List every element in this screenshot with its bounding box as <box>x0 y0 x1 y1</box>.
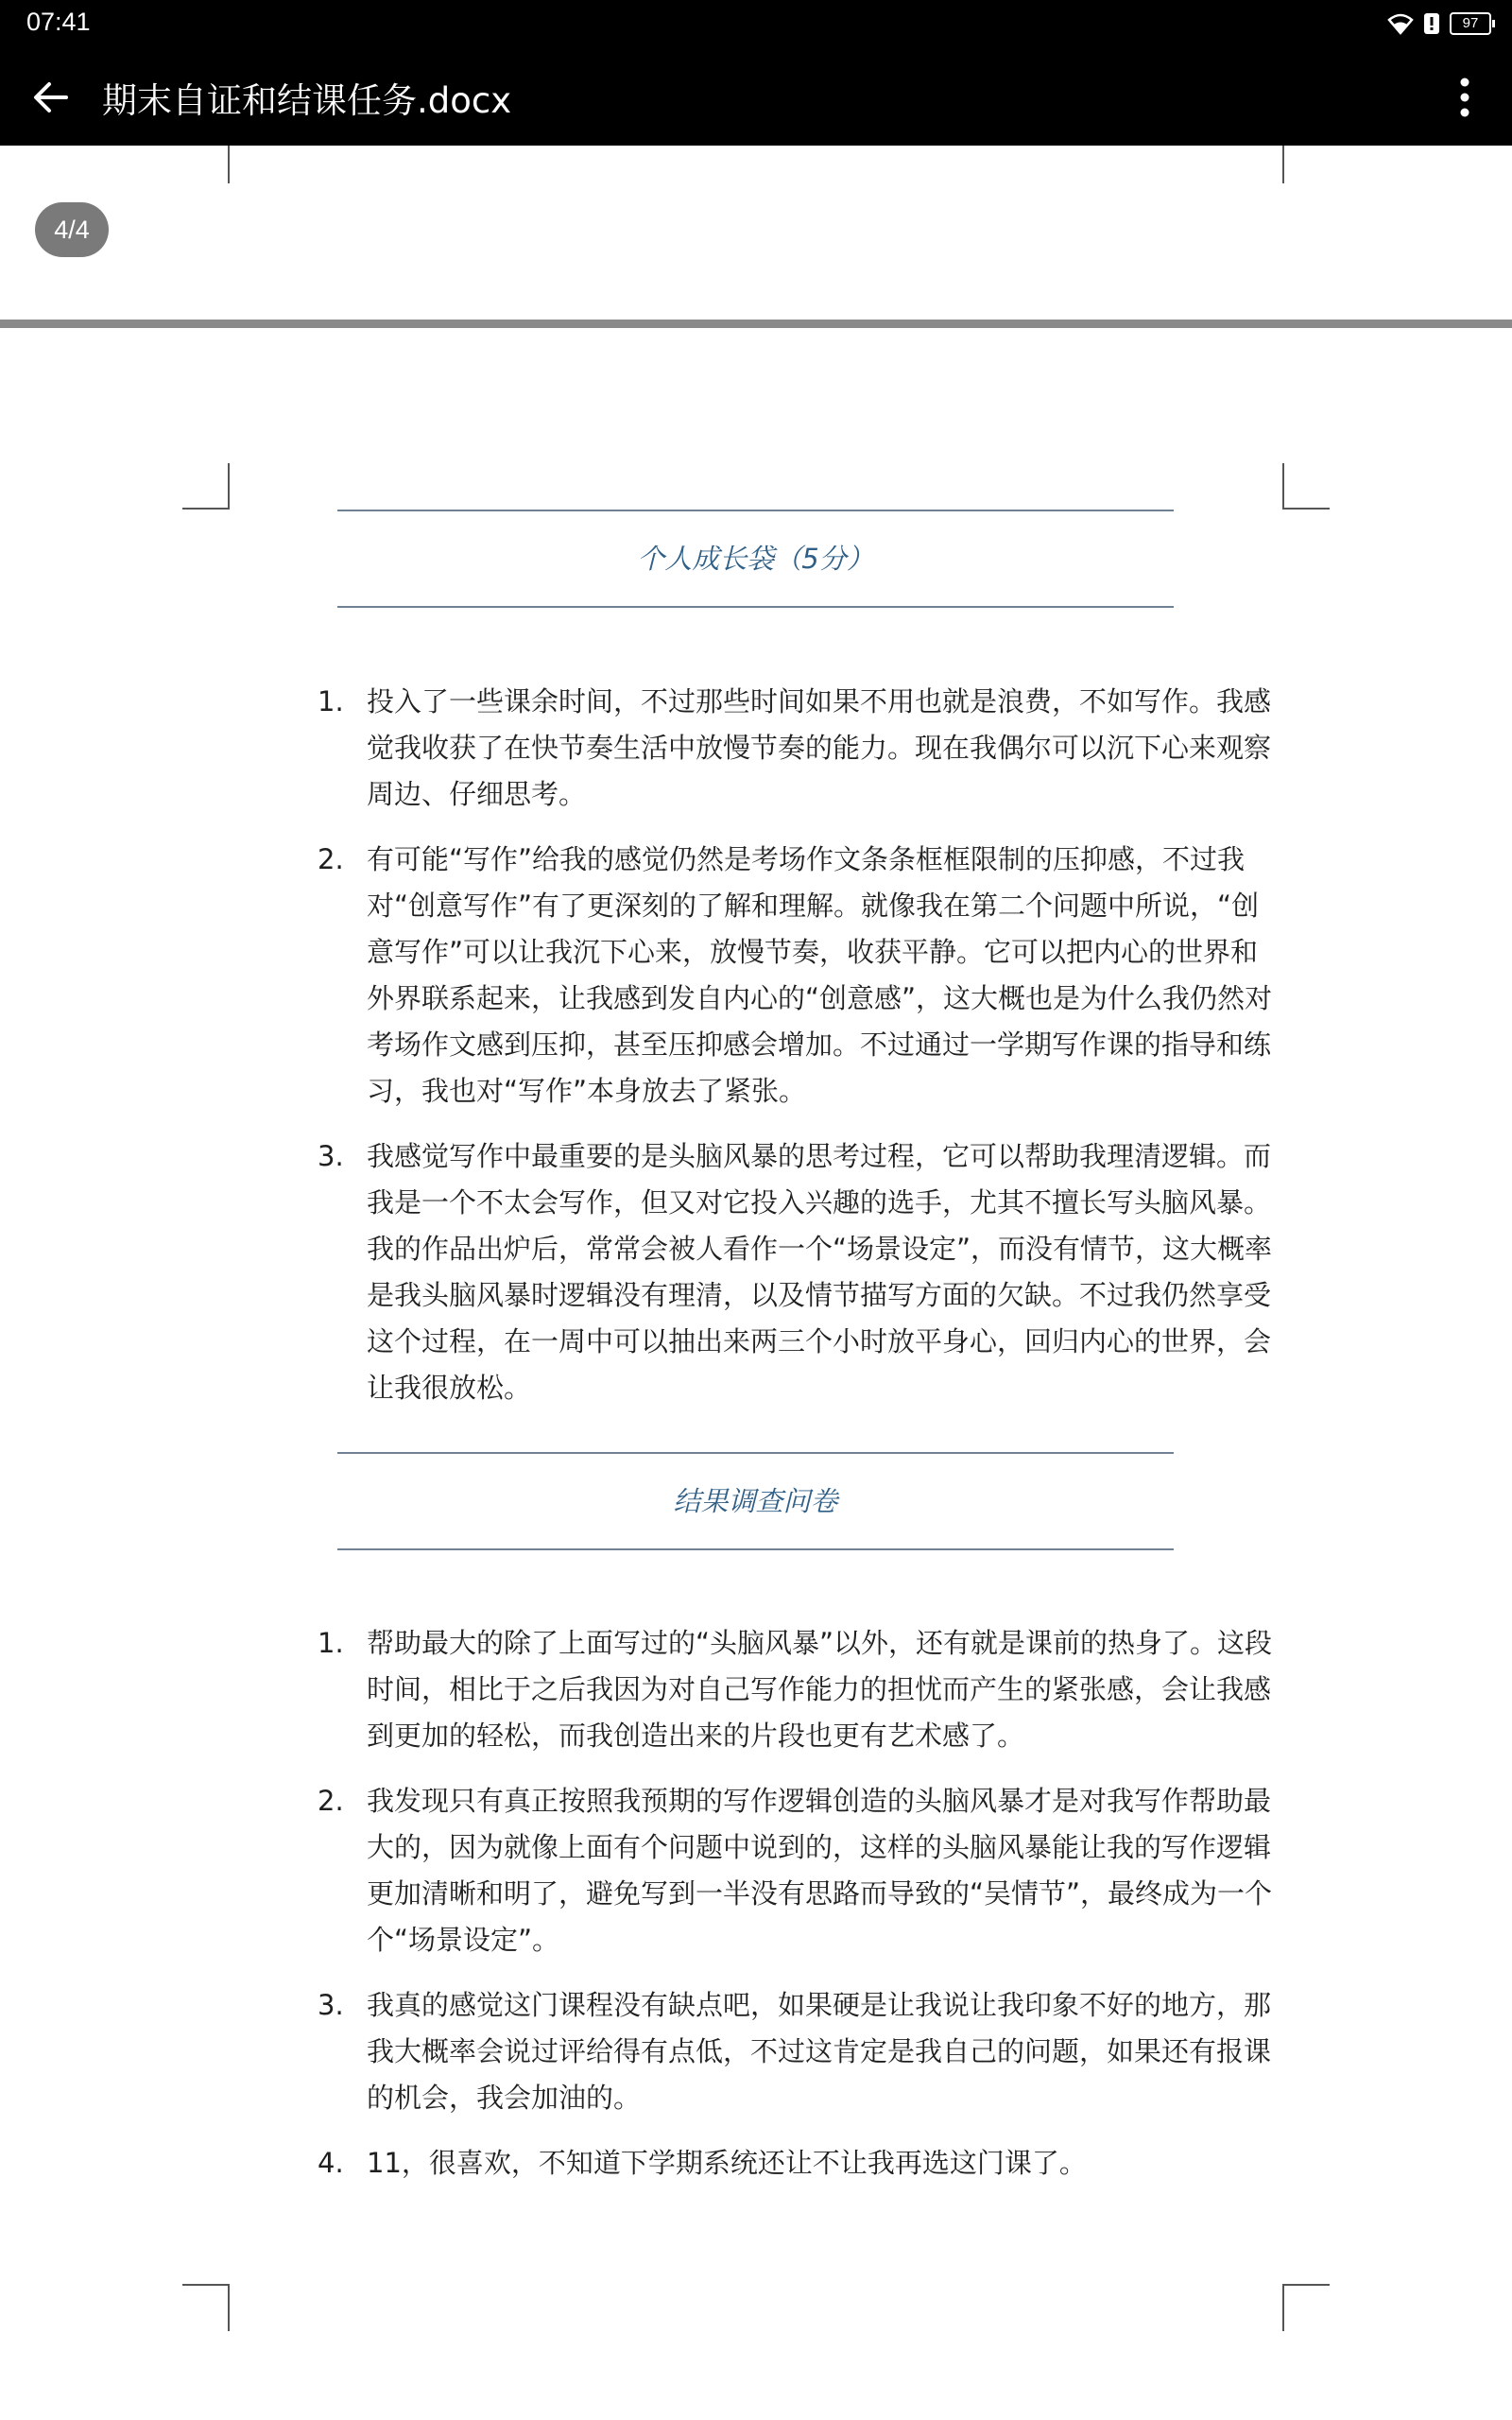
status-bar <box>0 0 1512 49</box>
list-number: 1. <box>318 685 344 717</box>
list-number: 2. <box>318 1785 344 1817</box>
list-item <box>318 1982 1281 2121</box>
list-item <box>318 2140 1281 2187</box>
section-divider <box>337 606 1174 608</box>
arrow-left-icon <box>32 80 70 114</box>
list-text: 我发现只有真正按照我预期的写作逻辑创造的头脑风暴才是对我写作帮助最大的，因为就像上面有个问题中说到的，这样的头脑风暴能让我的写作逻辑更加清晰和明了，避免写到一半没有思路而导致的“吴情节”，最终成为一个个“场景设定”。 <box>367 1785 1273 1956</box>
crop-mark <box>1282 2284 1330 2286</box>
crop-mark <box>228 463 230 509</box>
crop-mark <box>1282 146 1284 183</box>
more-options-button[interactable] <box>1436 69 1493 126</box>
list-text: 有可能“写作”给我的感觉仍然是考场作文条条框框限制的压抑感，不过我对“创意写作”有了更深刻的了解和理解。就像我在第二个问题中所说，“创意写作”可以让我沉下心来，放慢节奏，收获平静。它可以把内心的世界和外界联系起来，让我感到发自内心的“创意感”，这大概也是为什么我仍然对考场作文感到压抑，甚至压抑感会增加。不过通过一学期写作课的指导和练习，我也对“写作”本身放去了紧张。 <box>367 843 1273 1107</box>
section-list <box>318 1620 1281 2205</box>
section-heading: 个人成长袋（5分） <box>637 543 874 575</box>
list-text: 我真的感觉这门课程没有缺点吧，如果硬是让我说让我印象不好的地方，那我大概率会说过评给得有点低，不过这肯定是我自己的问题，如果还有报课的机会，我会加油的。 <box>367 1989 1272 2114</box>
page-separator <box>0 320 1512 328</box>
list-item <box>318 837 1281 1115</box>
alert-icon <box>1423 12 1440 35</box>
list-item <box>318 679 1281 818</box>
list-text: 投入了一些课余时间，不过那些时间如果不用也就是浪费，不如写作。我感觉我收获了在快节奏生活中放慢节奏的能力。现在我偶尔可以沉下心来观察周边、仔细思考。 <box>367 685 1272 810</box>
app-bar <box>0 49 1512 146</box>
list-text: 我感觉写作中最重要的是头脑风暴的思考过程，它可以帮助我理清逻辑。而我是一个不太会写作，但又对它投入兴趣的选手，尤其不擅长写头脑风暴。我的作品出炉后，常常会被人看作一个“场景设定”，而没有情节，这大概率是我头脑风暴时逻辑没有理清，以及情节描写方面的欠缺。不过我仍然享受这个过程，在一周中可以抽出来两三个小时放平身心，回归内心的世界，会让我很放松。 <box>367 1140 1273 1404</box>
list-number: 3. <box>318 1989 344 2021</box>
list-item <box>318 1778 1281 1963</box>
section-heading: 结果调查问卷 <box>673 1485 838 1517</box>
crop-mark <box>228 146 230 183</box>
crop-mark <box>228 2284 230 2331</box>
list-number: 1. <box>318 1627 344 1659</box>
list-item <box>318 1620 1281 1759</box>
back-button[interactable] <box>23 69 79 126</box>
list-number: 3. <box>318 1140 344 1172</box>
crop-mark <box>1282 508 1330 510</box>
status-time: 07:41 <box>26 8 91 36</box>
document-viewer[interactable] <box>0 146 1512 2420</box>
more-vert-icon <box>1459 77 1470 118</box>
list-number: 2. <box>318 843 344 875</box>
list-item <box>318 1133 1281 1411</box>
crop-mark <box>182 2284 230 2286</box>
section-divider <box>337 510 1174 511</box>
section-list <box>318 679 1281 1430</box>
status-icons <box>1387 9 1491 38</box>
crop-mark <box>182 508 230 510</box>
wifi-icon <box>1387 12 1414 35</box>
battery-icon: 97 <box>1450 12 1491 35</box>
list-text: 11，很喜欢，不知道下学期系统还让不让我再选这门课了。 <box>367 2147 1087 2179</box>
page-indicator: 4/4 <box>35 202 109 257</box>
list-text: 帮助最大的除了上面写过的“头脑风暴”以外，还有就是课前的热身了。这段时间，相比于之后我因为对自己写作能力的担忧而产生的紧张感，会让我感到更加的轻松，而我创造出来的片段也更有艺术感了。 <box>367 1627 1273 1752</box>
crop-mark <box>1282 463 1284 509</box>
section-divider <box>337 1548 1174 1550</box>
crop-mark <box>1282 2284 1284 2331</box>
list-number: 4. <box>318 2147 344 2179</box>
section-divider <box>337 1452 1174 1454</box>
document-title: 期末自证和结课任务.docx <box>102 80 512 121</box>
